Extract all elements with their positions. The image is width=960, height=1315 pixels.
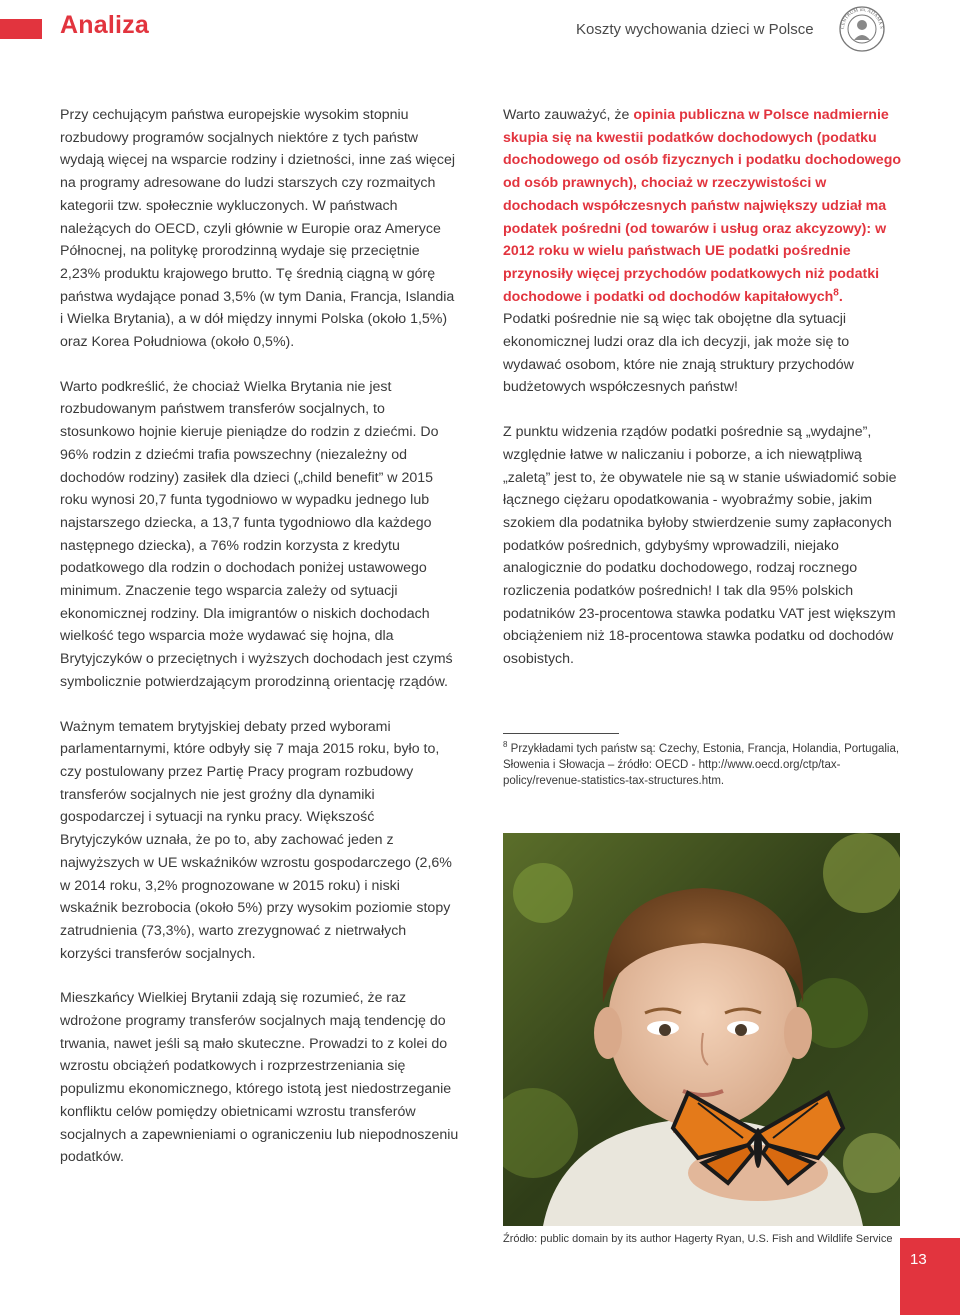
photo-boy-with-butterfly [503, 833, 900, 1226]
footnote-divider [503, 733, 619, 734]
page-number: 13 [910, 1251, 927, 1268]
highlight-period: . [838, 288, 843, 305]
photo-caption: Źródło: public domain by its author Hagerty Ryan, U.S. Fish and Wildlife Service [503, 1233, 893, 1245]
highlighted-text: opinia publiczna w Polsce nadmiernie skupia się na kwestii podatków dochodowych (podatku dochodowego od osób fizycznych i podatku dochodowego od osób prawnych), chociaż w rzeczywistości w dochodach współczesnych państw największy udział ma podatek pośredni (od towarów i usług oraz akcyzowy): w 2012 roku w wielu państwach UE podatki pośrednie przynosiły więcej przychodów podatkowych niż podatki dochodowe i podatki od dochodów kapitałowych [503, 107, 902, 305]
paragraph-highlighted [503, 104, 903, 308]
running-header-title: Koszty wychowania dzieci w Polsce [576, 21, 814, 38]
paragraph: Z punktu widzenia rządów podatki pośrednie są „wydajne”, względnie łatwe w naliczaniu i poborze, a ich niewątpliwą „zaletą” jest to, że obywatele nie są w stanie uświadomić sobie łącznego ciężaru opodatkowania - wyobraźmy sobie, jakim szokiem dla podatnika byłoby stwierdzenie sumy zapłaconych podatków pośrednich, gdybyśmy wprowadzili, niejako analogicznie do podatku dochodowego, rodzaj rocznego rozliczenia podatków pośrednich! I tak dla 95% polskich podatników 23-procentowa stawka podatku VAT jest większym obciążeniem niż 18-procentowa stawka podatku od dochodów osobistych. [503, 424, 897, 668]
footnote [503, 741, 903, 789]
paragraph: Ważnym tematem brytyjskiej debaty przed wyborami parlamentarnymi, które odbyły się 7 maja 2015 roku, było to, czy postulowany przez Partię Pracy program rozbudowy transferów socjalnych nie jest groźny dla dynamiki gospodarczej i sytuacji na rynku pracy. Większość Brytyjczyków uznała, że po to, aby zachować jeden z najwyższych w UE wskaźników wzrostu gospodarczego (2,6% w 2014 roku, 3,2% prognozowane w 2015 roku) i niski wskaźnik bezrobocia (około 5%) przy wysokim poziomie stopy zatrudnienia (73,3%), warto zrezygnować z nietrwałych korzyści transferów socjalnych. [60, 718, 452, 962]
adam-smith-centre-seal-logo [834, 4, 890, 54]
paragraph: Warto podkreślić, że chociaż Wielka Brytania nie jest rozbudowanym państwem transferów socjalnych, to stosunkowo hojnie kieruje pieniądze do rodzin z dziećmi. Do 96% rodzin z dziećmi trafia powszechny (niezależny od dochodów rodziny) zasiłek dla dzieci („child benefit” w 2015 roku wynosi 20,7 funta tygodniowo w wypadku jednego lub najstarszego dziecka, a 13,7 funta tygodniowo dla każdego następnego dziecka), a 76% rodzin korzysta z kredytu podatkowego dla rodzin o dochodach poniżej ustawowego minimum. Znaczenie tego wsparcia zależy od sytuacji ekonomicznej rodziny. Dla imigrantów o niskich dochodach wielkość tego wsparcia może wydawać się hojna, dla Brytyjczyków o przeciętnych i wyższych dochodach jest czymś symbolicznie potwierdzającym prorodzinną orientację rządów. [60, 378, 453, 690]
right-text-column [503, 104, 903, 693]
left-text-column [60, 104, 460, 1191]
section-title: Analiza [60, 11, 149, 39]
lead-text: Warto zauważyć, że [503, 107, 634, 123]
paragraph: Mieszkańcy Wielkiej Brytanii zdają się rozumieć, że raz wdrożone programy transferów socjalnych mają tendencję do trwania, nawet jeśli są mało skuteczne. Prowadzi to z kolei do wzrostu obciążeń podatkowych i rozprzestrzeniania się populizmu ekonomicznego, którego istotą jest niedostrzeganie konfliktu celów pomiędzy obietnicami wzrostu transferów socjalnych a zapewnieniami o ograniczeniu lub niepodnoszeniu podatków. [60, 990, 459, 1166]
footnote-text: Przykładami tych państw są: Czechy, Estonia, Francja, Holandia, Portugalia, Słowenia i Słowacja – źródło: OECD - http://www.oecd.org/ctp/tax-policy/revenue-statistics-tax-structures.htm. [503, 743, 900, 787]
page-number-box [900, 1238, 960, 1315]
paragraph: Przy cechującym państwa europejskie wysokim stopniu rozbudowy programów socjalnych niektóre z tych państw wydają więcej na wsparcie rodziny i dzietności, inne zaś więcej na programy adresowane do ludzi starszych czy rozmaitych kategorii tzw. społecznie wykluczonych. W państwach należących do OECD, czyli głównie w Europie oraz Ameryce Północnej, na politykę prorodzinną wydaje się przeciętnie 2,23% produktu krajowego brutto. Tę średnią ciągną w górę państwa wydające ponad 3,5% (w tym Dania, Francja, Islandia i Wielka Brytania), a w dół między innymi Polska (około 1,5%) oraz Korea Południowa (około 0,5%). [60, 107, 456, 351]
header-accent-bar [0, 19, 42, 39]
footnote-number: 8 [503, 740, 508, 750]
paragraph: Podatki pośrednie nie są więc tak obojętne dla sytuacji ekonomicznej ludzi oraz dla ich decyzji, jak może się to wydawać osobom, które nie znają struktury przychodów budżetowych współczesnych państw! [503, 311, 854, 396]
footnote-reference[interactable]: 8 [833, 286, 839, 298]
seal-text: CENTRUM im. ADAMA S [840, 7, 884, 30]
